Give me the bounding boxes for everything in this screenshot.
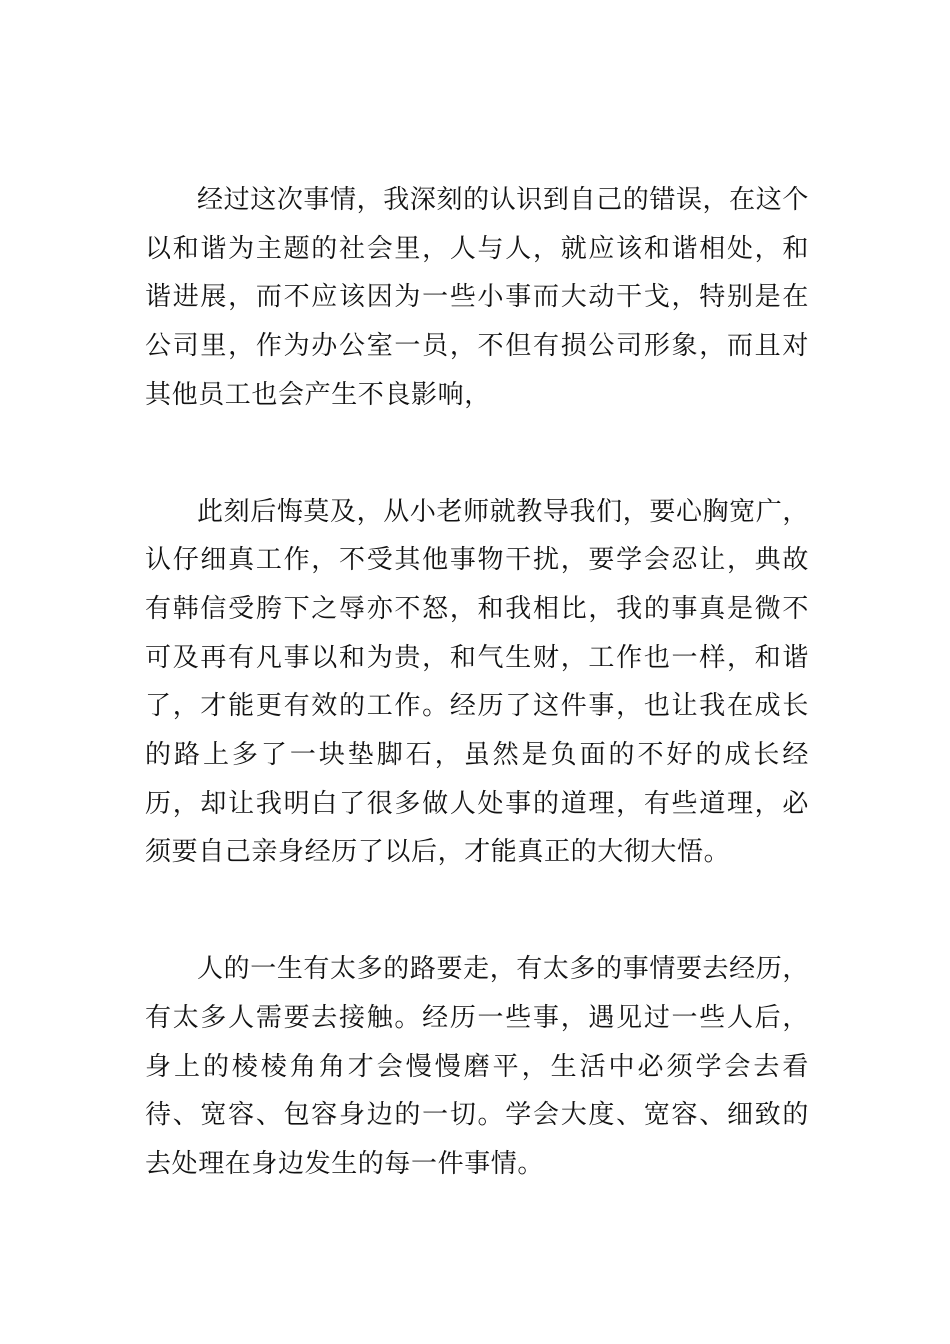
paragraph-1: 经过这次事情，我深刻的认识到自己的错误，在这个以和谐为主题的社会里，人与人，就应该和谐相处，和谐进展，而不应该因为一些小事而大动干戈，特别是在公司里，作为办公室一员，不但有损公司形象，而且对其他员工也会产生不良影响，	[145, 185, 809, 410]
paragraph-2: 此刻后悔莫及，从小老师就教导我们，要心胸宽广，认仔细真工作，不受其他事物干扰，要学会忍让，典故有韩信受胯下之辱亦不怒，和我相比，我的事真是微不可及再有凡事以和为贵，和气生财，工作也一样，和谐了，才能更有效的工作。经历了这件事，也让我在成长的路上多了一块垫脚石，虽然是负面的不好的成长经历，却让我明白了很多做人处事的道理，有些道理，必须要自己亲身经历了以后，才能真正的大彻大悟。	[145, 496, 809, 868]
document-body	[145, 176, 809, 1189]
paragraph-3: 人的一生有太多的路要走，有太多的事情要去经历，有太多人需要去接触。经历一些事，遇见过一些人后，身上的棱棱角角才会慢慢磨平，生活中必须学会去看待、宽容、包容身边的一切。学会大度、宽容、细致的去处理在身边发生的每一件事情。	[145, 954, 809, 1179]
